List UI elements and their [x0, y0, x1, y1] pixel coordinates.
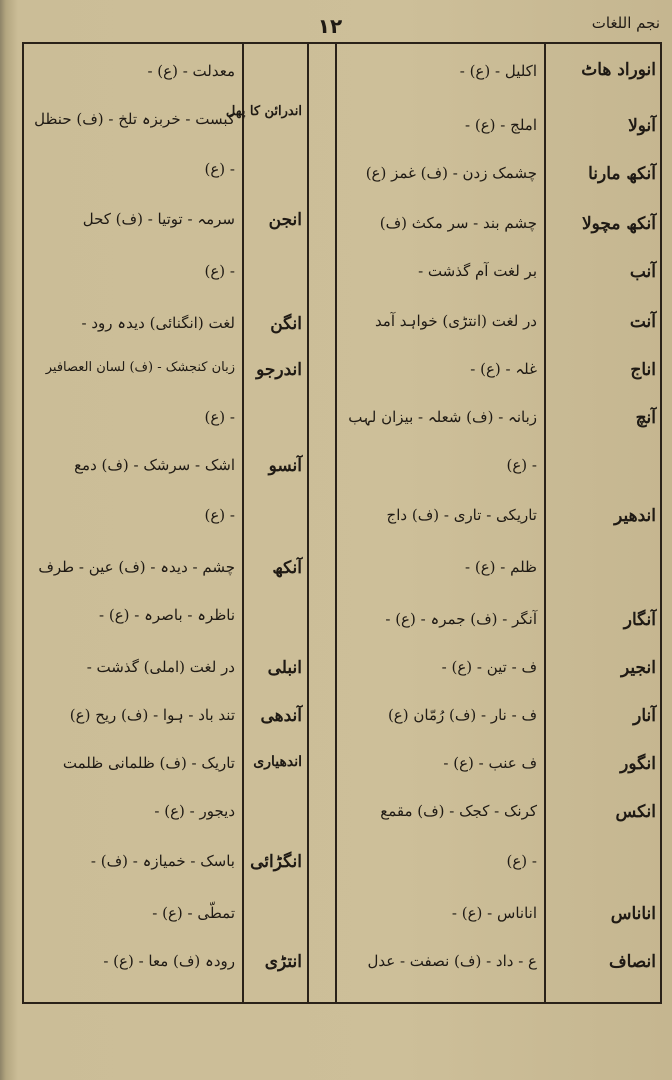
definition: زبانہ - (ف) شعلہ - بیزان لہب: [348, 408, 537, 426]
headword: آنسو: [268, 456, 302, 476]
headword: آنار: [633, 706, 656, 726]
definition: کبست - خربزہ تلخ - (ف) حنظل: [34, 110, 235, 128]
headword: انگڑائی: [250, 852, 302, 872]
definition: - (ع): [204, 506, 235, 524]
headword: اندرجو: [256, 360, 302, 380]
text-frame: [22, 42, 662, 1004]
headword: انگور: [620, 754, 656, 774]
headword: انگن: [270, 314, 302, 334]
definition: ع - داد - (ف) نصفت - عدل: [367, 952, 537, 970]
headword: اناناس: [610, 904, 656, 924]
definition: آنگر - (ف) جمرہ - (ع) -: [385, 610, 537, 628]
definition: ف - تین - (ع) -: [441, 658, 537, 676]
definition: معدلت - (ع) -: [147, 62, 235, 80]
definition: دیجور - (ع) -: [154, 802, 235, 820]
headword: آنولا: [628, 116, 656, 136]
headword: انتڑی: [264, 952, 302, 972]
headword: اناج: [630, 360, 656, 380]
headword: آنت: [629, 312, 656, 332]
headword: انبلی: [267, 658, 302, 678]
headword: آنکھ مچولا: [581, 214, 656, 234]
definition: تاریکی - تاری - (ف) داج: [386, 506, 537, 524]
definition: بر لغت آم گذشت -: [418, 262, 537, 280]
definition: ف - نار - (ف) رُمّان (ع): [387, 706, 537, 724]
definition: تاریک - (ف) ظلمانی ظلمت: [62, 754, 235, 772]
definition: در لغت (انتڑی) خواہد آمد: [374, 312, 537, 330]
definition: - (ع): [204, 160, 235, 178]
definition: - (ع): [204, 408, 235, 426]
headword: آنگار: [623, 610, 656, 630]
headword: آنچ: [635, 408, 656, 428]
definition: تمطّی - (ع) -: [152, 904, 235, 922]
definition: ظلم - (ع) -: [465, 558, 537, 576]
definition: - (ع): [204, 262, 235, 280]
definition: اناناس - (ع) -: [451, 904, 537, 922]
headword: اندرائن کا پھل: [225, 104, 302, 119]
left-definition-column: [26, 44, 241, 1002]
page-number: ۱۲: [317, 14, 343, 38]
column-rule: [307, 44, 309, 1002]
definition: در لغت (املی) گذشت -: [86, 658, 235, 676]
headword: اندھیر: [614, 506, 656, 526]
headword: آندھی: [260, 706, 302, 726]
definition: چشم بند - سر مکث (ف): [379, 214, 537, 232]
definition: لغت (انگنائی) دیدہ رود -: [81, 314, 235, 332]
headword: انصاف: [609, 952, 656, 972]
right-definition-column: [337, 44, 543, 1002]
definition: اشک - سرشک - (ف) دمع: [74, 456, 235, 474]
definition: تند باد - ہوا - (ف) ریح (ع): [69, 706, 235, 724]
headword: آنکھ: [272, 558, 302, 578]
headword: انکس: [615, 802, 656, 822]
definition: چشمک زدن - (ف) غمز (ع): [365, 164, 537, 182]
headword: انوراد ھاٹ: [581, 60, 656, 80]
definition: - (ع): [506, 852, 537, 870]
headword: انجیر: [621, 658, 656, 678]
running-title: نجم اللغات: [591, 14, 660, 32]
definition: - (ع): [506, 456, 537, 474]
headword: آنکھ مارنا: [588, 164, 656, 184]
definition: املج - (ع) -: [465, 116, 537, 134]
definition: ف عنب - (ع) -: [443, 754, 537, 772]
definition: چشم - دیدہ - (ف) عین - طرف: [38, 558, 235, 576]
definition: زبان کنجشک - (ف) لسان العصافیر: [45, 360, 235, 375]
definition: باسک - خمیازہ - (ف) -: [90, 852, 235, 870]
definition: کرنک - کجک - (ف) مقمع: [380, 802, 537, 820]
definition: غلہ - (ع) -: [470, 360, 537, 378]
definition: رودہ (ف) معا - (ع) -: [103, 952, 235, 970]
definition: اکلیل - (ع) -: [459, 62, 537, 80]
definition: سرمہ - توتیا - (ف) کحل: [82, 210, 235, 228]
right-headword-column: [546, 44, 660, 1002]
headword: آنب: [629, 262, 656, 282]
definition: ناظرہ - باصرہ - (ع) -: [99, 606, 235, 624]
left-headword-column: [225, 44, 306, 1002]
headword: انجن: [268, 210, 302, 230]
headword: اندھیاری: [253, 754, 302, 770]
